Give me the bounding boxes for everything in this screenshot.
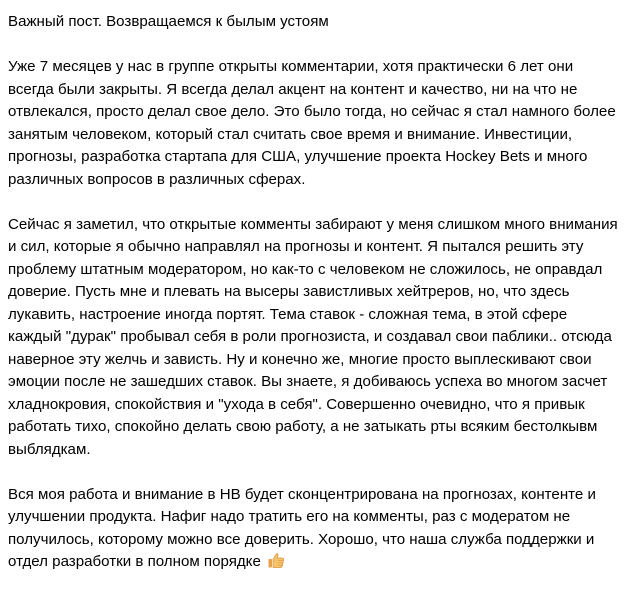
post-paragraph-3 [8,484,618,574]
post-title: Важный пост. Возвращаемся к былым устоям [8,13,329,30]
post-paragraph-2: Сейчас я заметил, что открытые комменты забирают у меня слишком много внимания и сил, которые я обычно направлял на прогнозы и контент. Я пытался решить эту проблему штатным модератором, но как-то с человеком не сложилось, не оправдал доверие. Пусть мне и плевать на высеры завистливых хейтреров, но, что здесь лукавить, настроение иногда портят. Тема ставок - сложная тема, в этой сфере каждый "дурак" пробывал себя в роли прогнозиста, и создавал свои паблики.. отсюда наверное эту желчь и зависть. Ну и конечно же, многие просто выплескивают свои эмоции после не зашедших ставок. Вы знаете, я добиваюсь успеха во многом засчет хладнокровия, спокойствия и "ухода в себя". Совершенно очевидно, что я привык работать тихо, спокойно делать свою работу, а не затыкать рты всяким бестолкывм выблядкам. [8,215,618,458]
thumbs-up-icon [267,551,285,569]
post-paragraph-3-text: Вся моя работа и внимание в НВ будет сконцентрирована на прогнозах, контенте и улучшении продукта. Нафиг надо тратить его на комменты, раз с модератом не получилось, которому можно все доверить. Хорошо, что наша служба поддержки и отдел разработки в полном порядке [8,485,596,570]
post-body [8,11,618,574]
post-paragraph-1: Уже 7 месяцев у нас в группе открыты комментарии, хотя практически 6 лет они всегда были закрыты. Я всегда делал акцент на контент и качество, ни на что не отвлекался, просто делал свое дело. Это было тогда, но сейчас я стал намного более занятым человеком, который стал считать свое время и внимание. Инвестиции, прогнозы, разработка стартапа для США, улучшение проекта Hockey Bets и много различных вопросов в различных сферах. [8,58,616,188]
